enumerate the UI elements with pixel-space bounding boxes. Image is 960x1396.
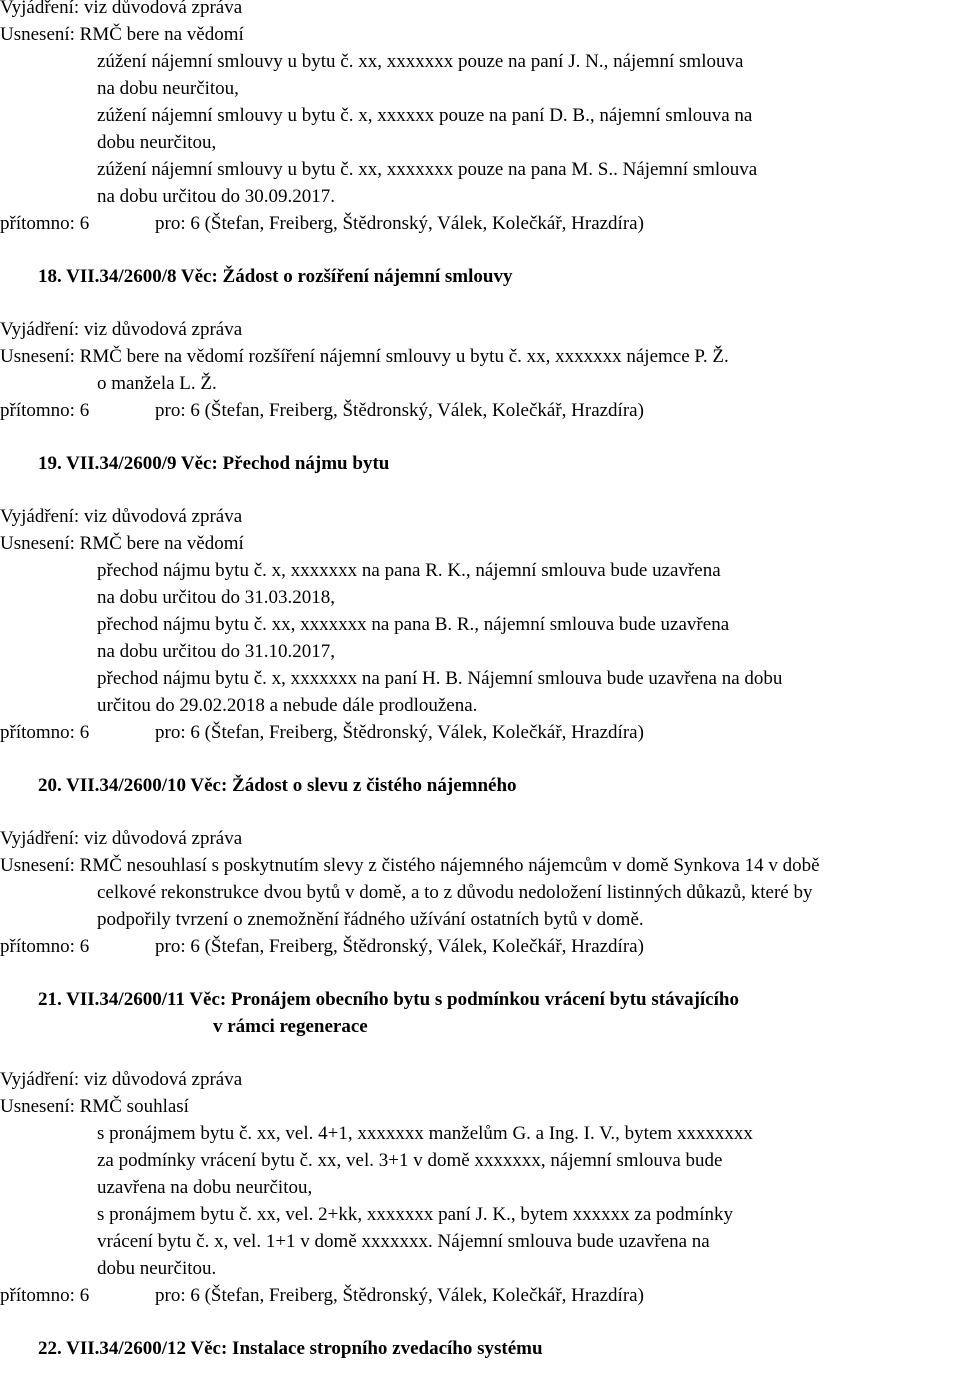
statement-line: Vyjádření: viz důvodová zpráva xyxy=(0,1069,243,1090)
resolution-text: dobu neurčitou, xyxy=(97,132,217,153)
statement-line: Vyjádření: viz důvodová zpráva xyxy=(0,0,243,18)
resolution-text: vrácení bytu č. x, vel. 1+1 v domě xxxxxxx. Nájemní smlouva bude uzavřena na xyxy=(97,1231,710,1252)
resolution-text: na dobu určitou do 31.10.2017, xyxy=(97,641,336,662)
resolution-text: na dobu neurčitou, xyxy=(97,78,239,99)
present-count: přítomno: 6 xyxy=(0,936,90,957)
statement-line: Vyjádření: viz důvodová zpráva xyxy=(0,506,243,527)
resolution-line: Usnesení: RMČ souhlasí xyxy=(0,1096,189,1117)
resolution-text: na dobu určitou do 31.03.2018, xyxy=(97,587,336,608)
resolution-line: Usnesení: RMČ nesouhlasí s poskytnutím slevy z čistého nájemného nájemcům v domě Synkova 14 v době xyxy=(0,855,820,876)
item-heading: 22. VII.34/2600/12 Věc: Instalace stropního zvedacího systému xyxy=(38,1338,543,1359)
resolution-text: zúžení nájemní smlouvy u bytu č. x, xxxxxx pouze na paní D. B., nájemní smlouva na xyxy=(97,105,753,126)
present-count: přítomno: 6 xyxy=(0,1285,90,1306)
vote-line xyxy=(0,933,960,960)
resolution-text: s pronájmem bytu č. xx, vel. 4+1, xxxxxxx manželům G. a Ing. I. V., bytem xxxxxxxx xyxy=(97,1123,753,1144)
resolution-text: zúžení nájemní smlouvy u bytu č. xx, xxxxxxx pouze na paní J. N., nájemní smlouva xyxy=(97,51,744,72)
resolution-text: za podmínky vrácení bytu č. xx, vel. 3+1 v domě xxxxxxx, nájemní smlouva bude xyxy=(97,1150,723,1171)
resolution-text: o manžela L. Ž. xyxy=(97,373,217,394)
item-heading: 19. VII.34/2600/9 Věc: Přechod nájmu bytu xyxy=(38,453,390,474)
resolution-text: celkové rekonstrukce dvou bytů v domě, a to z důvodu nedoložení listinných důkazů, které by xyxy=(97,882,813,903)
item-heading-continued: v rámci regenerace xyxy=(213,1016,368,1037)
resolution-text: zúžení nájemní smlouvy u bytu č. xx, xxxxxxx pouze na pana M. S.. Nájemní smlouva xyxy=(97,159,758,180)
vote-result: pro: 6 (Štefan, Freiberg, Štědronský, Válek, Kolečkář, Hrazdíra) xyxy=(155,400,644,421)
vote-result: pro: 6 (Štefan, Freiberg, Štědronský, Válek, Kolečkář, Hrazdíra) xyxy=(155,1285,644,1306)
resolution-text: přechod nájmu bytu č. xx, xxxxxxx na pana B. R., nájemní smlouva bude uzavřena xyxy=(97,614,730,635)
vote-result: pro: 6 (Štefan, Freiberg, Štědronský, Válek, Kolečkář, Hrazdíra) xyxy=(155,213,644,234)
statement-line: Vyjádření: viz důvodová zpráva xyxy=(0,828,243,849)
item-heading: 20. VII.34/2600/10 Věc: Žádost o slevu z čistého nájemného xyxy=(38,775,517,796)
present-count: přítomno: 6 xyxy=(0,722,90,743)
present-count: přítomno: 6 xyxy=(0,400,90,421)
vote-line xyxy=(0,210,960,237)
statement-line: Vyjádření: viz důvodová zpráva xyxy=(0,319,243,340)
resolution-text: s pronájmem bytu č. xx, vel. 2+kk, xxxxxxx paní J. K., bytem xxxxxx za podmínky xyxy=(97,1204,734,1225)
item-heading: 18. VII.34/2600/8 Věc: Žádost o rozšíření nájemní smlouvy xyxy=(38,266,513,287)
vote-result: pro: 6 (Štefan, Freiberg, Štědronský, Válek, Kolečkář, Hrazdíra) xyxy=(155,722,644,743)
item-heading: 21. VII.34/2600/11 Věc: Pronájem obecního bytu s podmínkou vrácení bytu stávajícího xyxy=(38,989,739,1010)
resolution-line: Usnesení: RMČ bere na vědomí xyxy=(0,24,244,45)
resolution-text: určitou do 29.02.2018 a nebude dále prodloužena. xyxy=(97,695,478,716)
resolution-text: uzavřena na dobu neurčitou, xyxy=(97,1177,313,1198)
vote-line xyxy=(0,719,960,746)
vote-line xyxy=(0,397,960,424)
present-count: přítomno: 6 xyxy=(0,213,90,234)
resolution-text: dobu neurčitou. xyxy=(97,1258,217,1279)
resolution-text: přechod nájmu bytu č. x, xxxxxxx na pana R. K., nájemní smlouva bude uzavřena xyxy=(97,560,721,581)
resolution-text: podpořily tvrzení o znemožnění řádného užívání ostatních bytů v domě. xyxy=(97,909,644,930)
vote-result: pro: 6 (Štefan, Freiberg, Štědronský, Válek, Kolečkář, Hrazdíra) xyxy=(155,936,644,957)
resolution-line: Usnesení: RMČ bere na vědomí rozšíření nájemní smlouvy u bytu č. xx, xxxxxxx nájemce P. Ž. xyxy=(0,346,729,367)
resolution-text: na dobu určitou do 30.09.2017. xyxy=(97,186,336,207)
vote-line xyxy=(0,1282,960,1309)
resolution-line: Usnesení: RMČ bere na vědomí xyxy=(0,533,244,554)
resolution-text: přechod nájmu bytu č. x, xxxxxxx na paní H. B. Nájemní smlouva bude uzavřena na dobu xyxy=(97,668,783,689)
